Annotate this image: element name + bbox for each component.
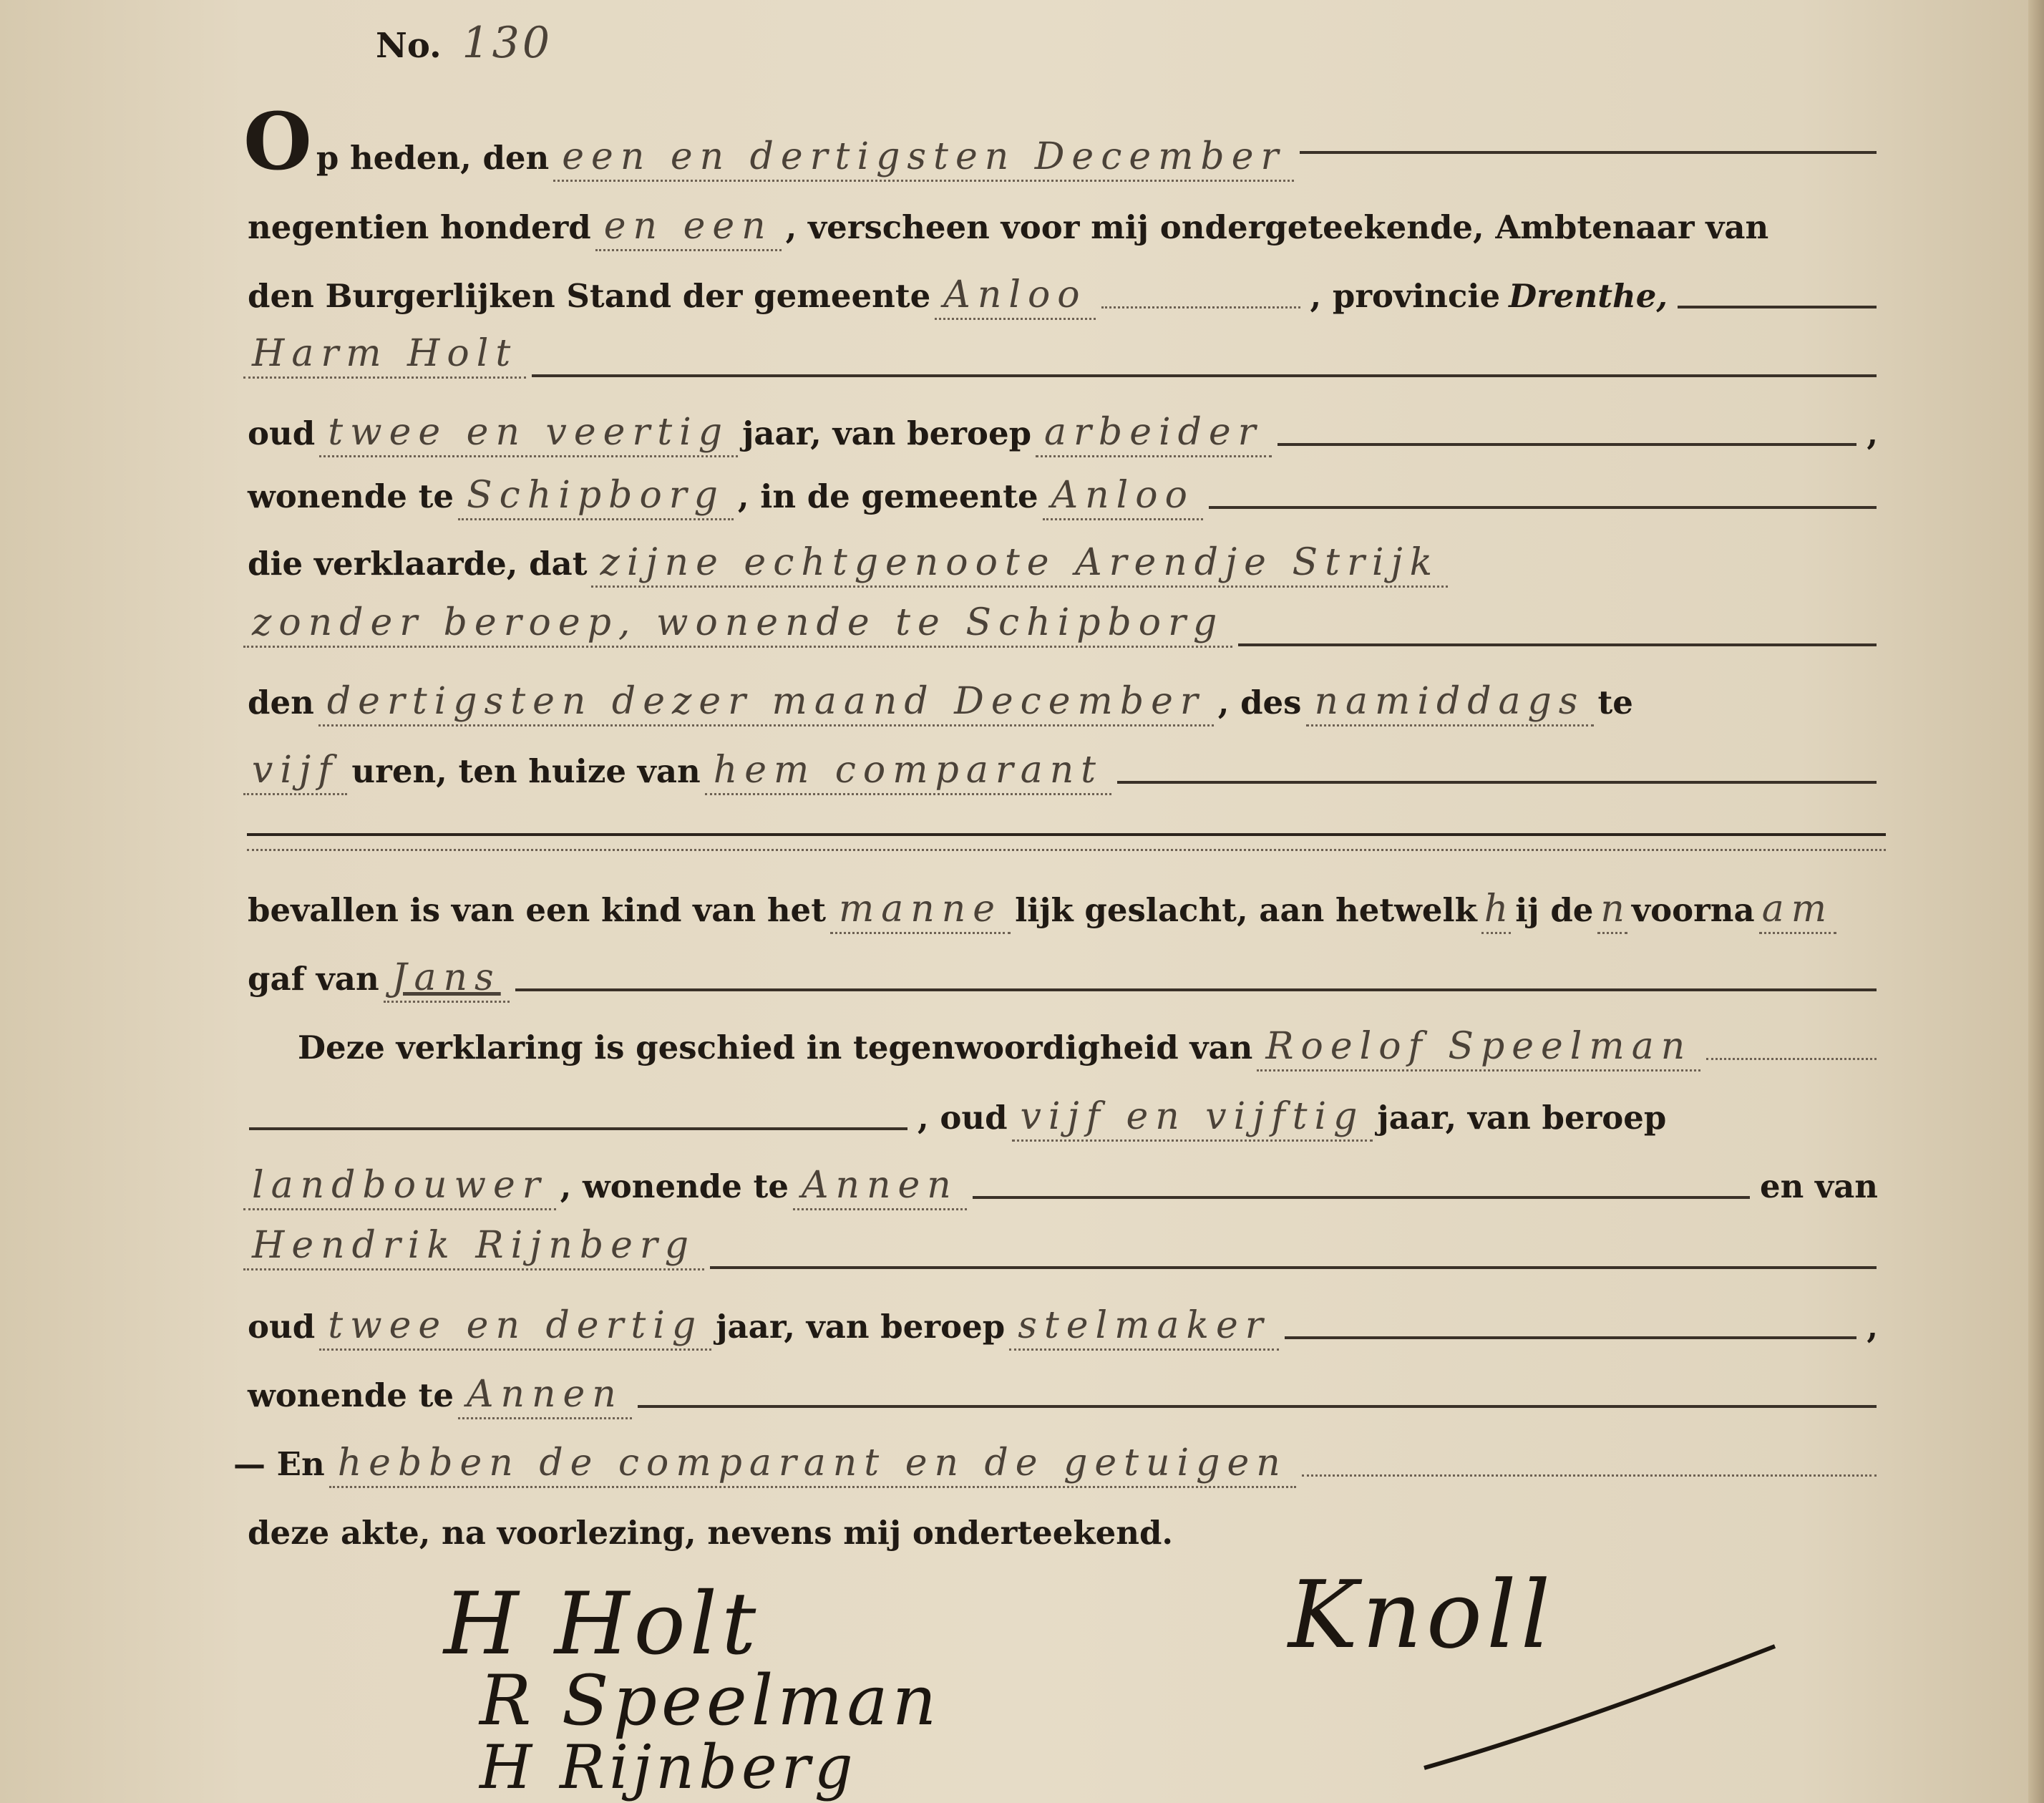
fill-line [1300,130,1877,154]
fill-line [515,967,1877,991]
handwritten-sex: manne [830,886,1011,934]
handwritten-witness-1-age: vijf en vijftig [1012,1094,1373,1142]
handwritten-hour: vijf [243,747,347,795]
print-text: deze akte, na voorlezing, nevens mij onderteekend. [248,1514,1174,1552]
line-year [243,193,1882,262]
line-witness-2-residence [243,1361,1882,1430]
handwritten-municipality: Anloo [935,272,1095,320]
line-wife-details [243,600,1882,669]
print-text: jaar, van beroep [1377,1099,1667,1137]
fill-line [1117,759,1877,784]
print-text: p heden, den [316,139,550,177]
line-age-profession [243,399,1882,468]
fill-line [1209,485,1877,509]
handwritten-witness-1-residence: Annen [793,1162,967,1210]
handwritten-municipality: Anloo [1043,472,1203,520]
fill-line [973,1175,1750,1199]
handwritten-witness-2-age: twee en dertig [319,1303,711,1351]
handwritten-profession: arbeider [1036,409,1271,457]
fill-line [710,1245,1877,1269]
print-text: lijk geslacht, aan hetwelk [1015,891,1477,929]
line-signing [229,1430,1882,1499]
handwritten-signers: hebben de comparant en de getuigen [329,1440,1296,1488]
fill-line [532,353,1877,377]
page-edge [2028,0,2044,1803]
print-text: uren, ten huize van [351,752,701,790]
print-text: , wonende te [560,1167,789,1205]
print-text: den Burgerlijken Stand der gemeente [248,277,931,315]
print-text: jaar, van beroep [716,1308,1006,1346]
handwritten-date: een en dertigsten December [553,134,1294,182]
line-birth-time [243,737,1882,806]
print-text: , [1867,1308,1878,1346]
line-witness-1-age [243,1084,1882,1152]
handwritten-witness-1-profession: landbouwer [243,1162,556,1210]
handwritten-birth-date: dertigsten dezer maand December [318,679,1214,726]
print-text: , in de gemeente [737,477,1038,515]
divider-rule [247,833,1886,836]
handwritten-residence: Schipborg [458,472,734,520]
print-text: , provincie [1310,277,1501,315]
handwritten-witness-2-residence: Annen [458,1371,632,1419]
handwritten-letter: n [1597,886,1627,934]
divider-dotted [247,849,1886,851]
dotted-line [1302,1453,1877,1477]
print-text: bevallen is van een kind van het [248,891,826,929]
print-text: , verscheen voor mij ondergeteekende, Ambtenaar van [785,208,1769,246]
initial-letter: O [243,95,312,188]
handwritten-year: en een [595,203,782,251]
print-text: , des [1217,684,1302,721]
print-text: ij de [1515,891,1594,929]
print-text: wonende te [248,477,454,515]
record-number-value: 130 [462,18,553,68]
line-witness-2 [243,1223,1882,1291]
print-text: , [1867,414,1878,452]
signature-flourish [1417,1639,1789,1782]
handwritten-wife-details: zonder beroep, wonende te Schipborg [243,600,1232,648]
print-text: , oud [918,1099,1008,1137]
fill-line [1285,1315,1857,1339]
line-date [243,95,1882,188]
fill-line [1678,284,1877,308]
record-number [376,20,561,66]
fill-line [249,1106,907,1130]
dotted-line [1706,1036,1877,1060]
print-text: oud [248,414,316,452]
handwritten-time-of-day: namiddags [1306,679,1594,726]
line-witness-intro [293,1014,1882,1082]
signature-witness-2: H Rijnberg [480,1732,857,1802]
print-text: te [1597,684,1633,721]
print-text: voorna [1631,891,1755,929]
handwritten-child-name: Jans [384,955,510,1003]
print-text: Deze verklaring is geschied in tegenwoordigheid van [298,1029,1253,1066]
line-declarant [243,331,1882,399]
handwritten-witness-1: Roelof Speelman [1257,1024,1700,1071]
line-municipality [243,262,1882,331]
line-birth-date [243,669,1882,737]
line-witness-1-profession [243,1152,1882,1221]
signature-witness-1: R Speelman [480,1661,941,1741]
print-text: oud [248,1308,316,1346]
signature-official: Knoll [1288,1560,1555,1669]
line-closing [243,1499,1882,1568]
line-residence [243,462,1882,531]
handwritten-declarant: Harm Holt [243,331,526,379]
line-declared [243,530,1882,598]
handwritten-place: hem comparant [705,747,1111,795]
fill-line [1278,422,1857,446]
print-text: die verklaarde, dat [248,545,588,583]
print-text: jaar, van beroep [742,414,1032,452]
print-text: — En [233,1445,325,1483]
fill-line [638,1384,1877,1408]
print-text: den [248,684,314,721]
print-text: gaf van [248,960,379,998]
line-child-name [243,945,1882,1014]
handwritten-witness-2: Hendrik Rijnberg [243,1223,704,1270]
dotted-line [1101,285,1300,308]
province-name: Drenthe, [1509,277,1668,315]
handwritten-age: twee en veertig [319,409,738,457]
print-text: en van [1759,1167,1878,1205]
signature-declarant: H Holt [444,1575,761,1674]
fill-line [1238,622,1877,646]
line-sex [243,876,1882,945]
handwritten-letter: h [1481,886,1512,934]
handwritten-letters: am [1759,886,1836,934]
print-text: negentien honderd [248,208,591,246]
handwritten-wife: zijne echtgenoote Arendje Strijk [591,540,1448,588]
record-number-label: No. [376,26,442,66]
handwritten-witness-2-profession: stelmaker [1009,1303,1278,1351]
print-text: wonende te [248,1376,454,1414]
line-witness-2-age [243,1293,1882,1361]
